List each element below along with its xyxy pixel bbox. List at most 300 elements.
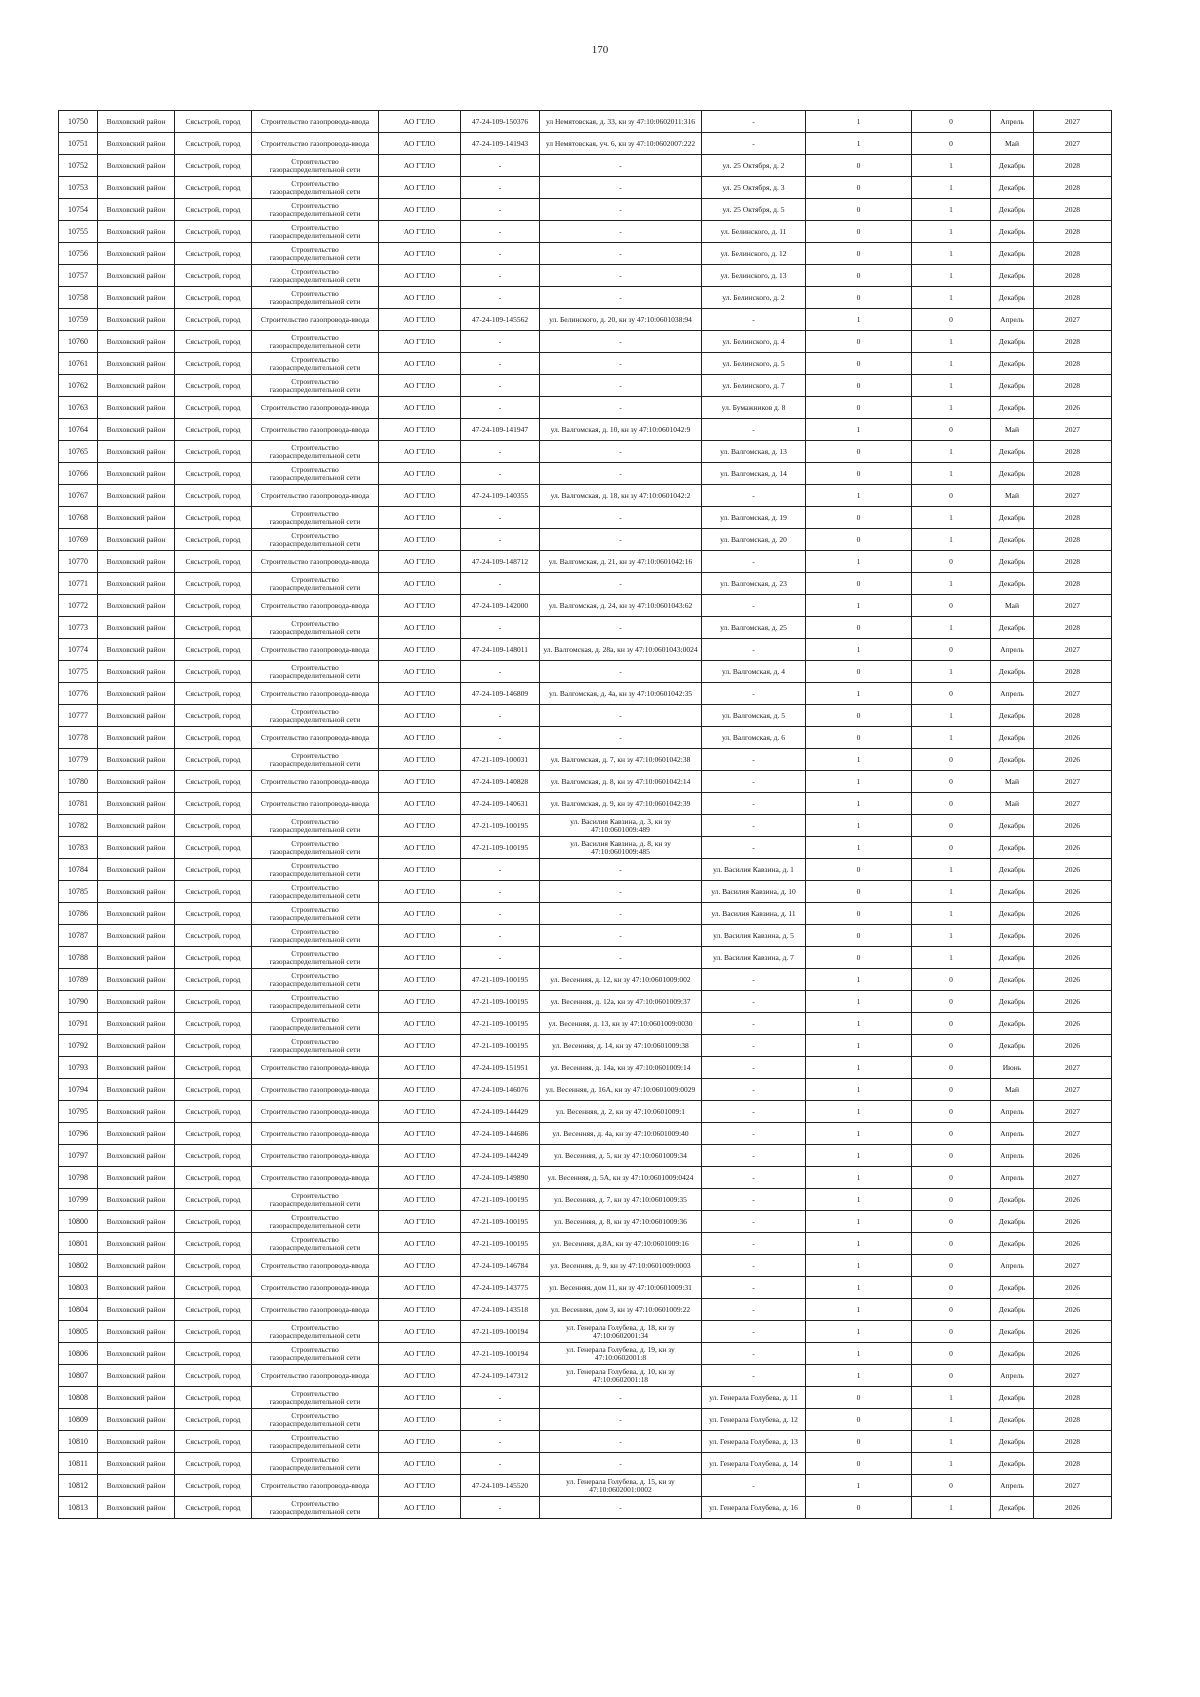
table-row	[59, 793, 1112, 815]
network-count-cell: 0	[912, 133, 991, 155]
contract-number-cell: 47-24-109-146809	[461, 683, 540, 705]
contract-number-cell: 47-24-109-146784	[461, 1255, 540, 1277]
network-count-cell: 0	[912, 595, 991, 617]
address-cell: -	[702, 1277, 806, 1299]
contract-number-cell: -	[461, 287, 540, 309]
contract-number-cell: -	[461, 221, 540, 243]
address-cell: ул. Белинского, д. 7	[702, 375, 806, 397]
address-cell: ул. Бумажников д. 8	[702, 397, 806, 419]
table-row	[59, 177, 1112, 199]
settlement-cell: Сясьстрой, город	[175, 1101, 252, 1123]
table-row	[59, 1145, 1112, 1167]
table-row	[59, 881, 1112, 903]
network-count-cell: 1	[912, 177, 991, 199]
cadastral-address-cell: ул. Василия Кавзина, д. 8, кн зу 47:10:0601009:485	[540, 837, 702, 859]
row-number-cell: 10805	[59, 1321, 98, 1343]
year-cell: 2026	[1034, 947, 1112, 969]
network-count-cell: 1	[912, 661, 991, 683]
work-type-cell: Строительство газораспределительной сети	[252, 1013, 379, 1035]
inputs-count-cell: 0	[806, 617, 912, 639]
row-number-cell: 10777	[59, 705, 98, 727]
contract-number-cell: -	[461, 243, 540, 265]
cadastral-address-cell: -	[540, 1453, 702, 1475]
district-cell: Волховский район	[98, 1035, 175, 1057]
work-type-cell: Строительство газопровода-ввода	[252, 771, 379, 793]
organization-cell: АО ГТЛО	[379, 661, 461, 683]
table-row	[59, 1057, 1112, 1079]
organization-cell: АО ГТЛО	[379, 1453, 461, 1475]
network-count-cell: 0	[912, 793, 991, 815]
work-type-cell: Строительство газораспределительной сети	[252, 265, 379, 287]
year-cell: 2027	[1034, 639, 1112, 661]
work-type-cell: Строительство газораспределительной сети	[252, 199, 379, 221]
contract-number-cell: 47-21-109-100031	[461, 749, 540, 771]
network-count-cell: 0	[912, 1277, 991, 1299]
district-cell: Волховский район	[98, 793, 175, 815]
contract-number-cell: -	[461, 925, 540, 947]
work-type-cell: Строительство газораспределительной сети	[252, 375, 379, 397]
work-type-cell: Строительство газопровода-ввода	[252, 419, 379, 441]
month-cell: Декабрь	[991, 1343, 1034, 1365]
address-cell: -	[702, 771, 806, 793]
address-cell: ул. Генерала Голубева, д. 16	[702, 1497, 806, 1519]
inputs-count-cell: 1	[806, 485, 912, 507]
organization-cell: АО ГТЛО	[379, 1497, 461, 1519]
table-row	[59, 1167, 1112, 1189]
inputs-count-cell: 0	[806, 1387, 912, 1409]
cadastral-address-cell: -	[540, 1431, 702, 1453]
settlement-cell: Сясьстрой, город	[175, 1079, 252, 1101]
address-cell: -	[702, 1035, 806, 1057]
row-number-cell: 10804	[59, 1299, 98, 1321]
table-row	[59, 331, 1112, 353]
settlement-cell: Сясьстрой, город	[175, 727, 252, 749]
organization-cell: АО ГТЛО	[379, 749, 461, 771]
district-cell: Волховский район	[98, 1409, 175, 1431]
row-number-cell: 10759	[59, 309, 98, 331]
month-cell: Декабрь	[991, 617, 1034, 639]
year-cell: 2028	[1034, 617, 1112, 639]
table-row	[59, 661, 1112, 683]
network-count-cell: 0	[912, 419, 991, 441]
work-type-cell: Строительство газопровода-ввода	[252, 1475, 379, 1497]
settlement-cell: Сясьстрой, город	[175, 793, 252, 815]
work-type-cell: Строительство газораспределительной сети	[252, 1409, 379, 1431]
month-cell: Декабрь	[991, 859, 1034, 881]
settlement-cell: Сясьстрой, город	[175, 1321, 252, 1343]
network-count-cell: 1	[912, 881, 991, 903]
inputs-count-cell: 1	[806, 1101, 912, 1123]
table-row	[59, 529, 1112, 551]
table-row	[59, 397, 1112, 419]
year-cell: 2028	[1034, 705, 1112, 727]
settlement-cell: Сясьстрой, город	[175, 815, 252, 837]
contract-number-cell: -	[461, 529, 540, 551]
year-cell: 2027	[1034, 1101, 1112, 1123]
address-cell: ул. Валгомская, д. 6	[702, 727, 806, 749]
month-cell: Апрель	[991, 309, 1034, 331]
organization-cell: АО ГТЛО	[379, 1057, 461, 1079]
contract-number-cell: -	[461, 859, 540, 881]
address-cell: ул. Генерала Голубева, д. 11	[702, 1387, 806, 1409]
year-cell: 2027	[1034, 595, 1112, 617]
network-count-cell: 0	[912, 969, 991, 991]
organization-cell: АО ГТЛО	[379, 859, 461, 881]
month-cell: Декабрь	[991, 991, 1034, 1013]
month-cell: Декабрь	[991, 551, 1034, 573]
inputs-count-cell: 0	[806, 925, 912, 947]
settlement-cell: Сясьстрой, город	[175, 1189, 252, 1211]
row-number-cell: 10760	[59, 331, 98, 353]
network-count-cell: 0	[912, 1189, 991, 1211]
organization-cell: АО ГТЛО	[379, 837, 461, 859]
cadastral-address-cell: ул. Василия Кавзина, д. 3, кн зу 47:10:0601009:489	[540, 815, 702, 837]
network-count-cell: 0	[912, 1475, 991, 1497]
organization-cell: АО ГТЛО	[379, 1079, 461, 1101]
settlement-cell: Сясьстрой, город	[175, 353, 252, 375]
year-cell: 2026	[1034, 727, 1112, 749]
district-cell: Волховский район	[98, 1431, 175, 1453]
work-type-cell: Строительство газораспределительной сети	[252, 331, 379, 353]
settlement-cell: Сясьстрой, город	[175, 595, 252, 617]
page-number: 170	[591, 44, 609, 56]
year-cell: 2028	[1034, 507, 1112, 529]
inputs-count-cell: 0	[806, 221, 912, 243]
year-cell: 2028	[1034, 353, 1112, 375]
cadastral-address-cell: ул. Весенняя, д. 5А, кн зу 47:10:0601009:0424	[540, 1167, 702, 1189]
settlement-cell: Сясьстрой, город	[175, 1475, 252, 1497]
table-row	[59, 485, 1112, 507]
row-number-cell: 10784	[59, 859, 98, 881]
settlement-cell: Сясьстрой, город	[175, 661, 252, 683]
network-count-cell: 0	[912, 485, 991, 507]
district-cell: Волховский район	[98, 1101, 175, 1123]
work-type-cell: Строительство газораспределительной сети	[252, 155, 379, 177]
cadastral-address-cell: -	[540, 705, 702, 727]
work-type-cell: Строительство газораспределительной сети	[252, 221, 379, 243]
network-count-cell: 0	[912, 1343, 991, 1365]
inputs-count-cell: 0	[806, 1409, 912, 1431]
year-cell: 2027	[1034, 1167, 1112, 1189]
network-count-cell: 1	[912, 155, 991, 177]
contract-number-cell: 47-24-109-150376	[461, 111, 540, 133]
inputs-count-cell: 1	[806, 1299, 912, 1321]
year-cell: 2026	[1034, 925, 1112, 947]
work-type-cell: Строительство газораспределительной сети	[252, 903, 379, 925]
contract-number-cell: 47-24-109-140631	[461, 793, 540, 815]
inputs-count-cell: 0	[806, 177, 912, 199]
district-cell: Волховский район	[98, 155, 175, 177]
cadastral-address-cell: ул. Весенняя, д. 16А, кн зу 47:10:0601009:0029	[540, 1079, 702, 1101]
month-cell: Декабрь	[991, 507, 1034, 529]
network-count-cell: 0	[912, 1255, 991, 1277]
cadastral-address-cell: -	[540, 529, 702, 551]
contract-number-cell: -	[461, 353, 540, 375]
row-number-cell: 10752	[59, 155, 98, 177]
organization-cell: АО ГТЛО	[379, 529, 461, 551]
network-count-cell: 1	[912, 463, 991, 485]
contract-number-cell: -	[461, 199, 540, 221]
work-type-cell: Строительство газораспределительной сети	[252, 1431, 379, 1453]
table-row	[59, 1387, 1112, 1409]
cadastral-address-cell: ул Немятовская, д. 33, кн зу 47:10:0602011:316	[540, 111, 702, 133]
network-count-cell: 0	[912, 1057, 991, 1079]
inputs-count-cell: 0	[806, 859, 912, 881]
organization-cell: АО ГТЛО	[379, 1475, 461, 1497]
district-cell: Волховский район	[98, 1145, 175, 1167]
inputs-count-cell: 0	[806, 507, 912, 529]
table-row	[59, 1233, 1112, 1255]
inputs-count-cell: 1	[806, 1123, 912, 1145]
table-row	[59, 507, 1112, 529]
district-cell: Волховский район	[98, 507, 175, 529]
district-cell: Волховский район	[98, 265, 175, 287]
work-type-cell: Строительство газопровода-ввода	[252, 485, 379, 507]
settlement-cell: Сясьстрой, город	[175, 947, 252, 969]
organization-cell: АО ГТЛО	[379, 331, 461, 353]
month-cell: Декабрь	[991, 1189, 1034, 1211]
organization-cell: АО ГТЛО	[379, 705, 461, 727]
year-cell: 2026	[1034, 1013, 1112, 1035]
table-row	[59, 1079, 1112, 1101]
cadastral-address-cell: ул. Весенняя, д. 8, кн зу 47:10:0601009:36	[540, 1211, 702, 1233]
contract-number-cell: 47-24-109-147312	[461, 1365, 540, 1387]
row-number-cell: 10791	[59, 1013, 98, 1035]
organization-cell: АО ГТЛО	[379, 881, 461, 903]
contract-number-cell: 47-24-109-146076	[461, 1079, 540, 1101]
address-cell: -	[702, 309, 806, 331]
settlement-cell: Сясьстрой, город	[175, 485, 252, 507]
cadastral-address-cell: -	[540, 463, 702, 485]
settlement-cell: Сясьстрой, город	[175, 221, 252, 243]
work-type-cell: Строительство газораспределительной сети	[252, 881, 379, 903]
organization-cell: АО ГТЛО	[379, 1365, 461, 1387]
contract-number-cell: 47-21-109-100195	[461, 815, 540, 837]
organization-cell: АО ГТЛО	[379, 1387, 461, 1409]
month-cell: Декабрь	[991, 353, 1034, 375]
work-type-cell: Строительство газопровода-ввода	[252, 1277, 379, 1299]
row-number-cell: 10796	[59, 1123, 98, 1145]
work-type-cell: Строительство газопровода-ввода	[252, 111, 379, 133]
contract-number-cell: 47-21-109-100194	[461, 1343, 540, 1365]
contract-number-cell: -	[461, 331, 540, 353]
work-type-cell: Строительство газораспределительной сети	[252, 1453, 379, 1475]
settlement-cell: Сясьстрой, город	[175, 397, 252, 419]
address-cell: -	[702, 683, 806, 705]
row-number-cell: 10750	[59, 111, 98, 133]
work-type-cell: Строительство газораспределительной сети	[252, 859, 379, 881]
organization-cell: АО ГТЛО	[379, 1123, 461, 1145]
row-number-cell: 10772	[59, 595, 98, 617]
inputs-count-cell: 0	[806, 155, 912, 177]
organization-cell: АО ГТЛО	[379, 1409, 461, 1431]
month-cell: Апрель	[991, 1167, 1034, 1189]
contract-number-cell: 47-24-109-148011	[461, 639, 540, 661]
organization-cell: АО ГТЛО	[379, 419, 461, 441]
row-number-cell: 10765	[59, 441, 98, 463]
table-row	[59, 1211, 1112, 1233]
inputs-count-cell: 0	[806, 903, 912, 925]
work-type-cell: Строительство газораспределительной сети	[252, 1497, 379, 1519]
row-number-cell: 10794	[59, 1079, 98, 1101]
year-cell: 2026	[1034, 837, 1112, 859]
district-cell: Волховский район	[98, 353, 175, 375]
inputs-count-cell: 1	[806, 595, 912, 617]
work-type-cell: Строительство газопровода-ввода	[252, 793, 379, 815]
cadastral-address-cell: ул. Весенняя, д. 5, кн зу 47:10:0601009:34	[540, 1145, 702, 1167]
contract-number-cell: -	[461, 903, 540, 925]
month-cell: Декабрь	[991, 287, 1034, 309]
settlement-cell: Сясьстрой, город	[175, 903, 252, 925]
row-number-cell: 10770	[59, 551, 98, 573]
month-cell: Декабрь	[991, 397, 1034, 419]
district-cell: Волховский район	[98, 1233, 175, 1255]
network-count-cell: 0	[912, 1123, 991, 1145]
address-cell: -	[702, 1123, 806, 1145]
settlement-cell: Сясьстрой, город	[175, 749, 252, 771]
district-cell: Волховский район	[98, 573, 175, 595]
month-cell: Май	[991, 771, 1034, 793]
cadastral-address-cell: ул. Генерала Голубева, д. 19, кн зу 47:10:0602001:8	[540, 1343, 702, 1365]
address-cell: ул. Генерала Голубева, д. 13	[702, 1431, 806, 1453]
address-cell: ул. Валгомская, д. 4	[702, 661, 806, 683]
inputs-count-cell: 1	[806, 749, 912, 771]
organization-cell: АО ГТЛО	[379, 1101, 461, 1123]
table-row	[59, 859, 1112, 881]
address-cell: -	[702, 1101, 806, 1123]
month-cell: Декабрь	[991, 705, 1034, 727]
table-row	[59, 221, 1112, 243]
district-cell: Волховский район	[98, 1013, 175, 1035]
row-number-cell: 10761	[59, 353, 98, 375]
contract-number-cell: 47-21-109-100195	[461, 969, 540, 991]
address-cell: ул. Белинского, д. 2	[702, 287, 806, 309]
cadastral-address-cell: ул. Весенняя, д. 12а, кн зу 47:10:0601009:37	[540, 991, 702, 1013]
organization-cell: АО ГТЛО	[379, 353, 461, 375]
contract-number-cell: 47-24-109-141947	[461, 419, 540, 441]
organization-cell: АО ГТЛО	[379, 771, 461, 793]
row-number-cell: 10808	[59, 1387, 98, 1409]
row-number-cell: 10800	[59, 1211, 98, 1233]
year-cell: 2027	[1034, 111, 1112, 133]
work-type-cell: Строительство газораспределительной сети	[252, 815, 379, 837]
month-cell: Декабрь	[991, 573, 1034, 595]
month-cell: Декабрь	[991, 1013, 1034, 1035]
inputs-count-cell: 0	[806, 573, 912, 595]
month-cell: Декабрь	[991, 1299, 1034, 1321]
address-cell: ул. Белинского, д. 11	[702, 221, 806, 243]
table-row	[59, 639, 1112, 661]
row-number-cell: 10788	[59, 947, 98, 969]
inputs-count-cell: 1	[806, 551, 912, 573]
table-row	[59, 1013, 1112, 1035]
row-number-cell: 10775	[59, 661, 98, 683]
address-cell: -	[702, 485, 806, 507]
organization-cell: АО ГТЛО	[379, 683, 461, 705]
year-cell: 2027	[1034, 683, 1112, 705]
organization-cell: АО ГТЛО	[379, 639, 461, 661]
settlement-cell: Сясьстрой, город	[175, 925, 252, 947]
settlement-cell: Сясьстрой, город	[175, 837, 252, 859]
work-type-cell: Строительство газораспределительной сети	[252, 1343, 379, 1365]
work-type-cell: Строительство газопровода-ввода	[252, 595, 379, 617]
table-row	[59, 1189, 1112, 1211]
month-cell: Декабрь	[991, 925, 1034, 947]
contract-number-cell: -	[461, 617, 540, 639]
district-cell: Волховский район	[98, 529, 175, 551]
settlement-cell: Сясьстрой, город	[175, 111, 252, 133]
address-cell: ул. Генерала Голубева, д. 12	[702, 1409, 806, 1431]
row-number-cell: 10773	[59, 617, 98, 639]
cadastral-address-cell: ул. Валгомская, д. 28а, кн зу 47:10:0601043:0024	[540, 639, 702, 661]
settlement-cell: Сясьстрой, город	[175, 1343, 252, 1365]
contract-number-cell: -	[461, 881, 540, 903]
settlement-cell: Сясьстрой, город	[175, 1167, 252, 1189]
table-body	[59, 111, 1112, 1519]
work-type-cell: Строительство газораспределительной сети	[252, 177, 379, 199]
inputs-count-cell: 0	[806, 705, 912, 727]
settlement-cell: Сясьстрой, город	[175, 1233, 252, 1255]
row-number-cell: 10792	[59, 1035, 98, 1057]
cadastral-address-cell: ул. Весенняя, д. 9, кн зу 47:10:0601009:0003	[540, 1255, 702, 1277]
network-count-cell: 1	[912, 199, 991, 221]
row-number-cell: 10782	[59, 815, 98, 837]
month-cell: Декабрь	[991, 265, 1034, 287]
district-cell: Волховский район	[98, 375, 175, 397]
work-type-cell: Строительство газораспределительной сети	[252, 573, 379, 595]
contract-number-cell: 47-21-109-100195	[461, 837, 540, 859]
month-cell: Апрель	[991, 683, 1034, 705]
organization-cell: АО ГТЛО	[379, 1145, 461, 1167]
month-cell: Декабрь	[991, 1211, 1034, 1233]
district-cell: Волховский район	[98, 771, 175, 793]
address-cell: ул. Валгомская, д. 23	[702, 573, 806, 595]
inputs-count-cell: 1	[806, 1189, 912, 1211]
year-cell: 2028	[1034, 661, 1112, 683]
inputs-count-cell: 1	[806, 815, 912, 837]
organization-cell: АО ГТЛО	[379, 243, 461, 265]
inputs-count-cell: 1	[806, 1145, 912, 1167]
row-number-cell: 10799	[59, 1189, 98, 1211]
cadastral-address-cell: -	[540, 1387, 702, 1409]
row-number-cell: 10767	[59, 485, 98, 507]
year-cell: 2026	[1034, 1299, 1112, 1321]
organization-cell: АО ГТЛО	[379, 595, 461, 617]
settlement-cell: Сясьстрой, город	[175, 1365, 252, 1387]
district-cell: Волховский район	[98, 133, 175, 155]
month-cell: Май	[991, 1079, 1034, 1101]
year-cell: 2027	[1034, 771, 1112, 793]
table-row	[59, 947, 1112, 969]
row-number-cell: 10798	[59, 1167, 98, 1189]
district-cell: Волховский район	[98, 1497, 175, 1519]
contract-number-cell: -	[461, 463, 540, 485]
settlement-cell: Сясьстрой, город	[175, 1123, 252, 1145]
network-count-cell: 1	[912, 243, 991, 265]
organization-cell: АО ГТЛО	[379, 155, 461, 177]
settlement-cell: Сясьстрой, город	[175, 133, 252, 155]
organization-cell: АО ГТЛО	[379, 1167, 461, 1189]
row-number-cell: 10813	[59, 1497, 98, 1519]
row-number-cell: 10790	[59, 991, 98, 1013]
work-type-cell: Строительство газораспределительной сети	[252, 243, 379, 265]
year-cell: 2028	[1034, 1453, 1112, 1475]
contract-number-cell: -	[461, 507, 540, 529]
district-cell: Волховский район	[98, 815, 175, 837]
inputs-count-cell: 0	[806, 881, 912, 903]
cadastral-address-cell: ул. Валгомская, д. 7, кн зу 47:10:0601042:38	[540, 749, 702, 771]
network-count-cell: 0	[912, 551, 991, 573]
